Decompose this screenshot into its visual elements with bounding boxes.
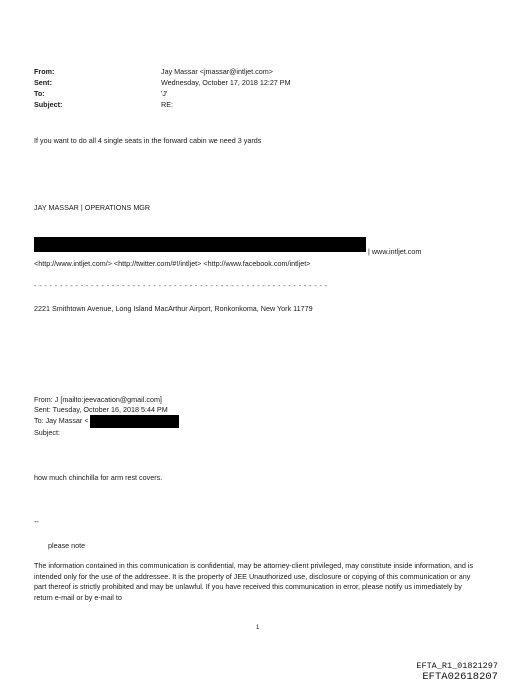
quoted-sent: Sent: Tuesday, October 16, 2018 5:44 PM (34, 405, 168, 414)
sent-value: Wednesday, October 17, 2018 12:27 PM (161, 78, 291, 87)
sent-label: Sent: (34, 78, 52, 87)
to-value: 'J' (161, 89, 168, 98)
please-note: please note (48, 541, 86, 550)
signature-name: JAY MASSAR | OPERATIONS MGR (34, 203, 151, 212)
bates-stamp-primary: EFTA02618207 (422, 671, 498, 683)
to-label: To: (34, 89, 45, 98)
links-line: <http://www.intljet.com/> <http://twitter.com/#!/intljet> <http://www.facebook.com/intljet> (34, 259, 311, 268)
from-value: Jay Massar <jmassar@intljet.com> (161, 67, 273, 76)
from-label: From: (34, 67, 55, 76)
quoted-to: To: Jay Massar < (34, 416, 89, 425)
quoted-subject: Subject: (34, 428, 60, 437)
signature-dash: -- (34, 517, 39, 526)
redaction-bar (34, 237, 366, 252)
address: 2221 Smithtown Avenue, Long Island MacArthur Airport, Ronkonkoma, New York 11779 (34, 304, 313, 313)
quoted-message: how much chinchilla for arm rest covers. (34, 473, 163, 482)
quoted-from: From: J [mailto:jeevacation@gmail.com] (34, 395, 162, 404)
divider: - - - - - - - - - - - - - - - - - - - - - - - - - - - - - - - - - - - - - - - - - - - - - - - - - - - - - - - - - (34, 281, 328, 290)
redaction-bar (90, 415, 179, 428)
subject-label: Subject: (34, 100, 63, 109)
website-suffix: | www.intljet.com (368, 247, 422, 256)
disclaimer: The information contained in this communication is confidential, may be attorney-client privileged, may constitute inside information, and is intended only for the use of the addressee. It is the property of JEE Unauthorized use, disclosure or copying of this communication or any part thereof is strictly prohibited and may be unlawful. If you have received this communication in error, please notify us immediately by return e-mail or by e-mail to (34, 561, 474, 602)
bates-stamp-secondary: EFTA_R1_01821297 (416, 661, 498, 671)
page-number: 1 (256, 625, 260, 631)
subject-value: RE: (161, 100, 173, 109)
message-body: If you want to do all 4 single seats in the forward cabin we need 3 yards (34, 136, 262, 145)
